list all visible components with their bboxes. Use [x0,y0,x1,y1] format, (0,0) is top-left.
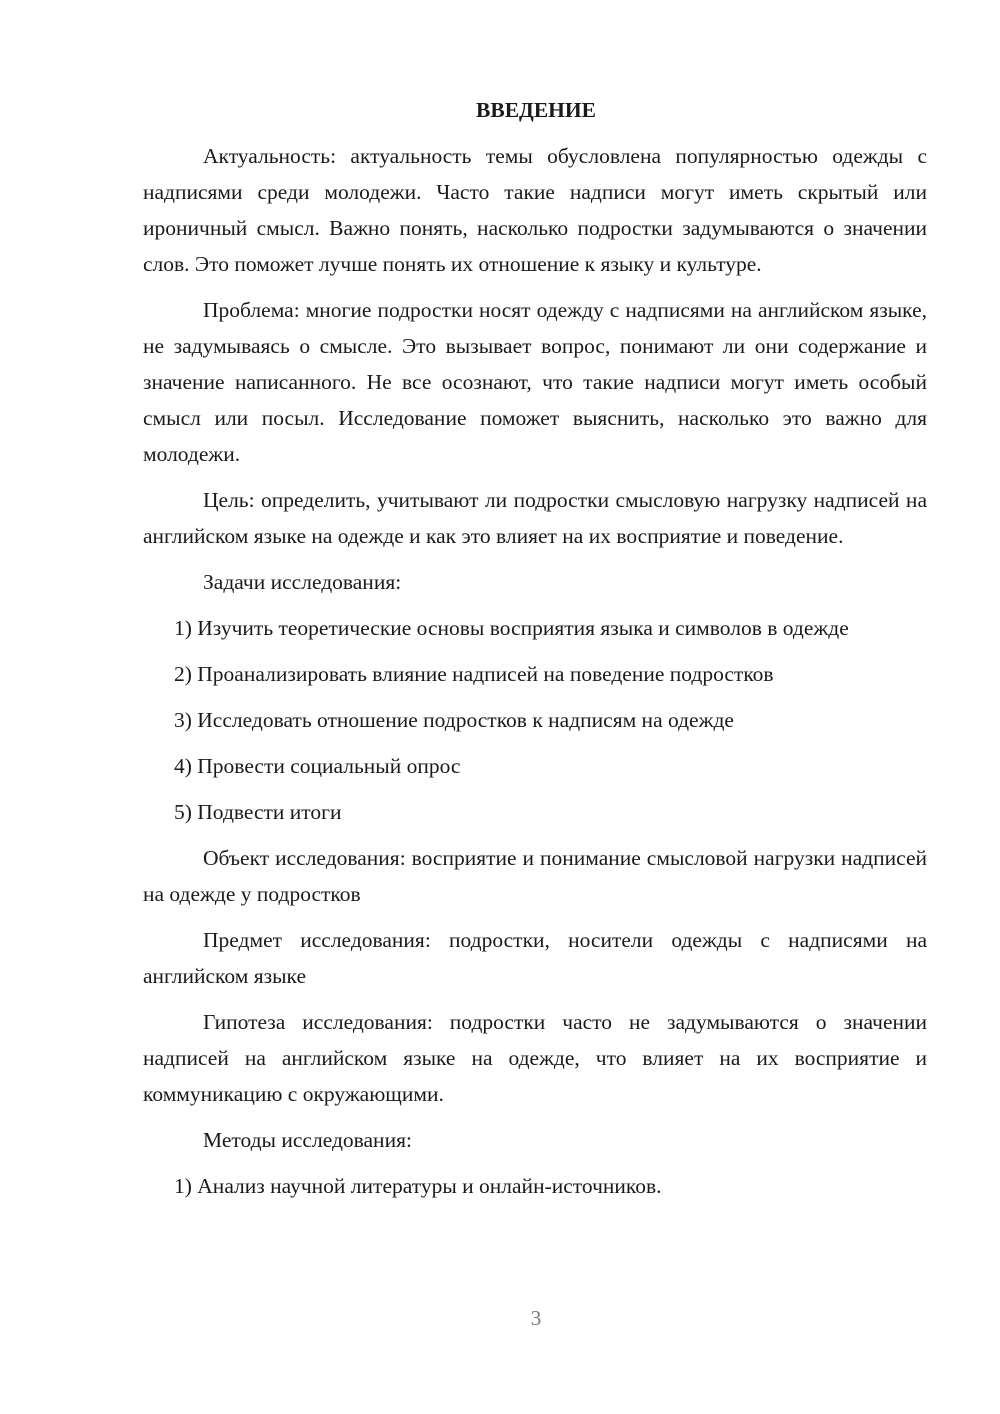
tasks-heading: Задачи исследования: [203,570,402,594]
method-item: 1) Анализ научной литературы и онлайн-источников. [174,1174,662,1198]
subject-paragraph: Предмет исследования: подростки, носители одежды с надписями на английском языке [143,928,927,988]
task-item: 1) Изучить теоретические основы восприятия языка и символов в одежде [174,616,849,640]
hypothesis-paragraph: Гипотеза исследования: подростки часто не задумываются о значении надписей на английском языке на одежде, что влияет на их восприятие и коммуникацию с окружающими. [143,1010,927,1106]
task-item: 3) Исследовать отношение подростков к надписям на одежде [174,708,734,732]
task-item: 4) Провести социальный опрос [174,754,461,778]
task-item: 2) Проанализировать влияние надписей на поведение подростков [174,662,774,686]
relevance-paragraph: Актуальность: актуальность темы обусловлена популярностью одежды с надписями среди молодежи. Часто такие надписи могут иметь скрытый или ироничный смысл. Важно понять, насколько подростки задумываются о значении слов. Это поможет лучше понять их отношение к языку и культуре. [143,144,927,276]
page-number: 3 [530,1306,542,1330]
problem-paragraph: Проблема: многие подростки носят одежду с надписями на английском языке, не задумываясь о смысле. Это вызывает вопрос, понимают ли они содержание и значение написанного. Не все осознают, что такие надписи могут иметь особый смысл или посыл. Исследование поможет выяснить, насколько это важно для молодежи. [143,298,927,466]
methods-heading: Методы исследования: [203,1128,412,1152]
goal-paragraph: Цель: определить, учитывают ли подростки смысловую нагрузку надписей на английском языке на одежде и как это влияет на их восприятие и поведение. [143,488,927,548]
object-paragraph: Объект исследования: восприятие и понимание смысловой нагрузки надписей на одежде у подростков [143,846,927,906]
task-item: 5) Подвести итоги [174,800,342,824]
section-title: ВВЕДЕНИЕ [476,98,596,122]
